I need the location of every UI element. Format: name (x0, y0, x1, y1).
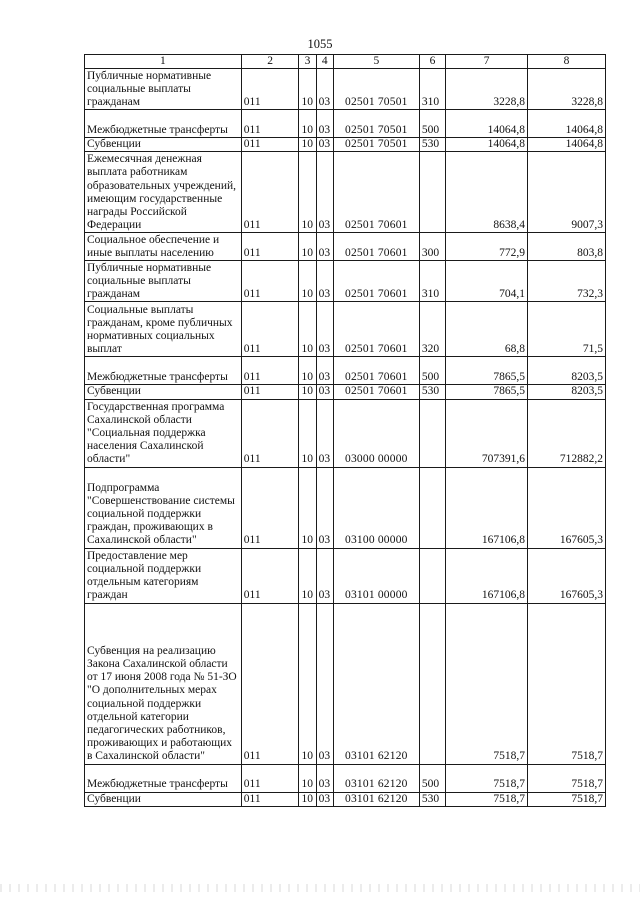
cell-target-article: 02501 70601 (333, 152, 419, 233)
cell-section: 10 (299, 110, 316, 138)
cell-ministry: 011 (241, 792, 299, 806)
cell-section: 10 (299, 467, 316, 548)
row-name: Субвенции (85, 792, 242, 806)
cell-expense-type: 310 (419, 261, 445, 302)
cell-ministry: 011 (241, 385, 299, 399)
cell-subsection: 03 (316, 764, 333, 792)
cell-section: 10 (299, 357, 316, 385)
table-row (85, 548, 606, 603)
cell-expense-type: 500 (419, 764, 445, 792)
cell-amount-8: 9007,3 (528, 152, 606, 233)
cell-target-article: 03101 62120 (333, 792, 419, 806)
table-row (85, 399, 606, 467)
table-row (85, 764, 606, 792)
cell-section: 10 (299, 69, 316, 110)
cell-subsection: 03 (316, 110, 333, 138)
cell-ministry: 011 (241, 467, 299, 548)
cell-target-article: 02501 70601 (333, 302, 419, 357)
cell-amount-7: 68,8 (446, 302, 528, 357)
cell-amount-7: 7865,5 (446, 357, 528, 385)
row-name: Межбюджетные трансферты (85, 110, 242, 138)
row-name: Социальное обеспечение и иные выплаты населению (85, 233, 242, 261)
column-header: 7 (446, 55, 528, 69)
row-name: Подпрограмма "Совершенствование системы социальной поддержки граждан, проживающих в Сахалинской области" (85, 467, 242, 548)
table-row (85, 138, 606, 152)
cell-amount-7: 704,1 (446, 261, 528, 302)
cell-amount-7: 14064,8 (446, 138, 528, 152)
cell-amount-8: 732,3 (528, 261, 606, 302)
cell-ministry: 011 (241, 399, 299, 467)
row-name: Государственная программа Сахалинской области "Социальная поддержка населения Сахалинской области" (85, 399, 242, 467)
cell-ministry: 011 (241, 261, 299, 302)
row-name: Межбюджетные трансферты (85, 764, 242, 792)
cell-expense-type: 310 (419, 69, 445, 110)
cell-amount-7: 14064,8 (446, 110, 528, 138)
cell-ministry: 011 (241, 764, 299, 792)
column-header: 6 (419, 55, 445, 69)
table-row (85, 385, 606, 399)
scan-artifact (0, 884, 640, 892)
column-header: 1 (85, 55, 242, 69)
cell-target-article: 03000 00000 (333, 399, 419, 467)
cell-subsection: 03 (316, 152, 333, 233)
cell-amount-8: 14064,8 (528, 110, 606, 138)
cell-section: 10 (299, 548, 316, 603)
table-row (85, 467, 606, 548)
cell-target-article: 02501 70601 (333, 357, 419, 385)
table-row (85, 261, 606, 302)
cell-amount-7: 7865,5 (446, 385, 528, 399)
cell-subsection: 03 (316, 548, 333, 603)
table-row (85, 69, 606, 110)
cell-ministry: 011 (241, 110, 299, 138)
table-row (85, 357, 606, 385)
cell-section: 10 (299, 152, 316, 233)
cell-amount-8: 14064,8 (528, 138, 606, 152)
row-name: Предоставление мер социальной поддержки отдельным категориям граждан (85, 548, 242, 603)
cell-amount-7: 167106,8 (446, 548, 528, 603)
cell-amount-8: 8203,5 (528, 385, 606, 399)
row-name: Публичные нормативные социальные выплаты гражданам (85, 261, 242, 302)
cell-expense-type: 320 (419, 302, 445, 357)
cell-subsection: 03 (316, 302, 333, 357)
table-row (85, 233, 606, 261)
cell-subsection: 03 (316, 69, 333, 110)
cell-target-article: 03101 62120 (333, 603, 419, 764)
cell-expense-type: 530 (419, 792, 445, 806)
row-name: Публичные нормативные социальные выплаты гражданам (85, 69, 242, 110)
cell-expense-type: 500 (419, 357, 445, 385)
cell-ministry: 011 (241, 548, 299, 603)
column-header: 4 (316, 55, 333, 69)
cell-amount-8: 3228,8 (528, 69, 606, 110)
cell-amount-8: 7518,7 (528, 792, 606, 806)
cell-expense-type (419, 399, 445, 467)
cell-expense-type (419, 152, 445, 233)
cell-expense-type (419, 548, 445, 603)
cell-amount-8: 803,8 (528, 233, 606, 261)
cell-ministry: 011 (241, 138, 299, 152)
cell-section: 10 (299, 399, 316, 467)
cell-section: 10 (299, 302, 316, 357)
cell-section: 10 (299, 792, 316, 806)
cell-target-article: 02501 70601 (333, 261, 419, 302)
cell-target-article: 03100 00000 (333, 467, 419, 548)
cell-amount-8: 7518,7 (528, 603, 606, 764)
table-row (85, 302, 606, 357)
column-header: 3 (299, 55, 316, 69)
cell-target-article: 02501 70601 (333, 233, 419, 261)
page-number: 1055 (307, 37, 333, 51)
cell-amount-7: 8638,4 (446, 152, 528, 233)
cell-amount-8: 7518,7 (528, 764, 606, 792)
table-row (85, 792, 606, 806)
cell-subsection: 03 (316, 138, 333, 152)
cell-amount-7: 772,9 (446, 233, 528, 261)
cell-target-article: 02501 70501 (333, 69, 419, 110)
column-header: 8 (528, 55, 606, 69)
budget-table (84, 54, 606, 807)
cell-expense-type: 300 (419, 233, 445, 261)
cell-expense-type (419, 603, 445, 764)
cell-amount-7: 7518,7 (446, 603, 528, 764)
column-header: 2 (241, 55, 299, 69)
cell-ministry: 011 (241, 152, 299, 233)
row-name: Субвенция на реализацию Закона Сахалинской области от 17 июня 2008 года № 51-ЗО "О дополнительных мерах социальной поддержки отдельной категории педагогических работников, проживающих и работающих в Сахалинской области" (85, 603, 242, 764)
cell-amount-7: 7518,7 (446, 792, 528, 806)
cell-amount-7: 7518,7 (446, 764, 528, 792)
cell-subsection: 03 (316, 792, 333, 806)
cell-amount-8: 71,5 (528, 302, 606, 357)
cell-amount-8: 8203,5 (528, 357, 606, 385)
row-name: Ежемесячная денежная выплата работникам образовательных учреждений, имеющим государственные награды Российской Федерации (85, 152, 242, 233)
cell-subsection: 03 (316, 385, 333, 399)
cell-section: 10 (299, 764, 316, 792)
cell-subsection: 03 (316, 467, 333, 548)
cell-amount-7: 3228,8 (446, 69, 528, 110)
cell-expense-type (419, 467, 445, 548)
cell-section: 10 (299, 138, 316, 152)
cell-expense-type: 500 (419, 110, 445, 138)
cell-section: 10 (299, 261, 316, 302)
cell-ministry: 011 (241, 302, 299, 357)
cell-ministry: 011 (241, 233, 299, 261)
row-name: Субвенции (85, 138, 242, 152)
cell-expense-type: 530 (419, 138, 445, 152)
cell-target-article: 02501 70501 (333, 110, 419, 138)
row-name: Межбюджетные трансферты (85, 357, 242, 385)
cell-ministry: 011 (241, 357, 299, 385)
cell-subsection: 03 (316, 261, 333, 302)
cell-subsection: 03 (316, 603, 333, 764)
row-name: Социальные выплаты гражданам, кроме публичных нормативных социальных выплат (85, 302, 242, 357)
cell-subsection: 03 (316, 357, 333, 385)
row-name: Субвенции (85, 385, 242, 399)
cell-section: 10 (299, 233, 316, 261)
header-row (85, 55, 606, 69)
table-row (85, 603, 606, 764)
cell-ministry: 011 (241, 603, 299, 764)
cell-target-article: 02501 70501 (333, 138, 419, 152)
cell-amount-8: 712882,2 (528, 399, 606, 467)
cell-ministry: 011 (241, 69, 299, 110)
cell-section: 10 (299, 385, 316, 399)
cell-expense-type: 530 (419, 385, 445, 399)
cell-section: 10 (299, 603, 316, 764)
cell-amount-7: 707391,6 (446, 399, 528, 467)
cell-amount-7: 167106,8 (446, 467, 528, 548)
cell-amount-8: 167605,3 (528, 548, 606, 603)
cell-target-article: 03101 62120 (333, 764, 419, 792)
table-row (85, 110, 606, 138)
cell-target-article: 02501 70601 (333, 385, 419, 399)
cell-subsection: 03 (316, 233, 333, 261)
table-row (85, 152, 606, 233)
cell-target-article: 03101 00000 (333, 548, 419, 603)
column-header: 5 (333, 55, 419, 69)
cell-subsection: 03 (316, 399, 333, 467)
cell-amount-8: 167605,3 (528, 467, 606, 548)
